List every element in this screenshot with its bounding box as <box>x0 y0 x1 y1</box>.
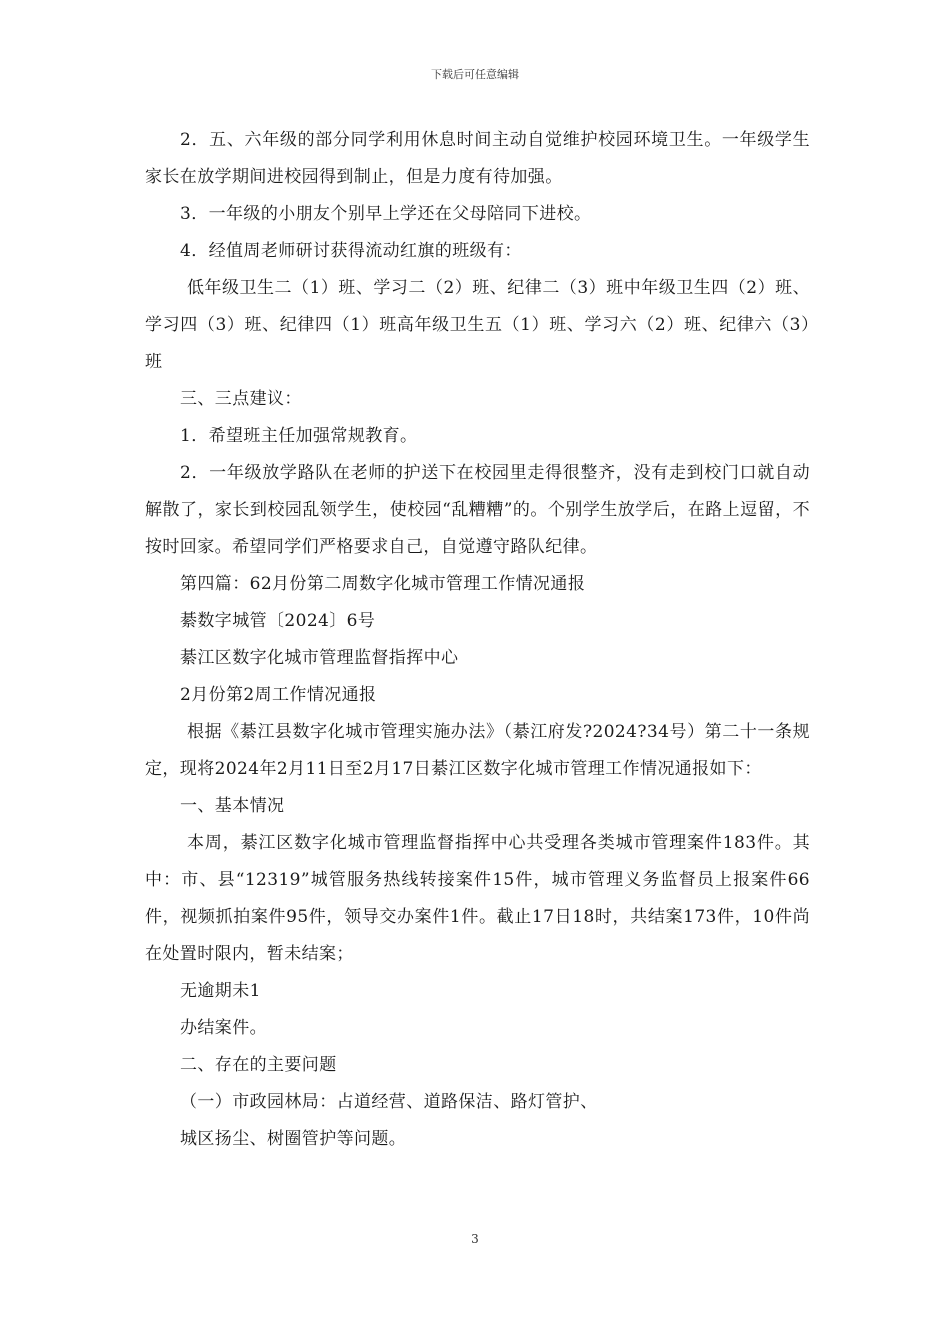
paragraph: （一）市政园林局：占道经营、道路保洁、路灯管护、 <box>180 1092 598 1112</box>
document-body <box>145 122 810 1158</box>
paragraph: 根据《綦江县数字化城市管理实施办法》（綦江府发?2024?34号）第二十一条规定，现将2024年2月11日至2月17日綦江区数字化城市管理工作情况通报如下： <box>145 722 810 779</box>
report-title: 2月份第2周工作情况通报 <box>180 685 377 705</box>
paragraph: 4．经值周老师研讨获得流动红旗的班级有： <box>180 241 522 261</box>
section-heading: 三、三点建议： <box>180 389 302 409</box>
paragraph: 办结案件。 <box>180 1018 267 1038</box>
paragraph: 低年级卫生二（1）班、学习二（2）班、纪律二（3）班中年级卫生四（2）班、学习四（3）班、纪律四（1）班高年级卫生五（1）班、学习六（2）班、纪律六（3）班 <box>145 278 810 372</box>
paragraph: 城区扬尘、树圈管护等问题。 <box>180 1129 407 1149</box>
paragraph: 无逾期未1 <box>180 981 261 1001</box>
page-header: 下载后可任意编辑 <box>431 68 519 81</box>
paragraph: 本周，綦江区数字化城市管理监督指挥中心共受理各类城市管理案件183件。其中：市、县“12319”城管服务热线转接案件15件，城市管理义务监督员上报案件66件，视频抓拍案件95件，领导交办案件1件。截止17日18时，共结案173件，10件尚在处置时限内，暂未结案； <box>145 833 810 964</box>
section-heading: 二、存在的主要问题 <box>180 1055 337 1075</box>
article-title: 第四篇：62月份第二周数字化城市管理工作情况通报 <box>180 574 586 594</box>
document-number: 綦数字城管〔2024〕6号 <box>180 611 376 631</box>
paragraph: 2．五、六年级的部分同学利用休息时间主动自觉维护校园环境卫生。一年级学生家长在放学期间进校园得到制止，但是力度有待加强。 <box>145 130 810 187</box>
paragraph: 1．希望班主任加强常规教育。 <box>180 426 418 446</box>
issuing-organization: 綦江区数字化城市管理监督指挥中心 <box>180 648 459 668</box>
paragraph: 3．一年级的小朋友个别早上学还在父母陪同下进校。 <box>180 204 592 224</box>
page-number: 3 <box>471 1232 479 1246</box>
paragraph: 2．一年级放学路队在老师的护送下在校园里走得很整齐，没有走到校门口就自动解散了，家长到校园乱领学生，使校园“乱糟糟”的。个别学生放学后，在路上逗留，不按时回家。希望同学们严格要求自己，自觉遵守路队纪律。 <box>145 463 810 557</box>
section-heading: 一、基本情况 <box>180 796 285 816</box>
